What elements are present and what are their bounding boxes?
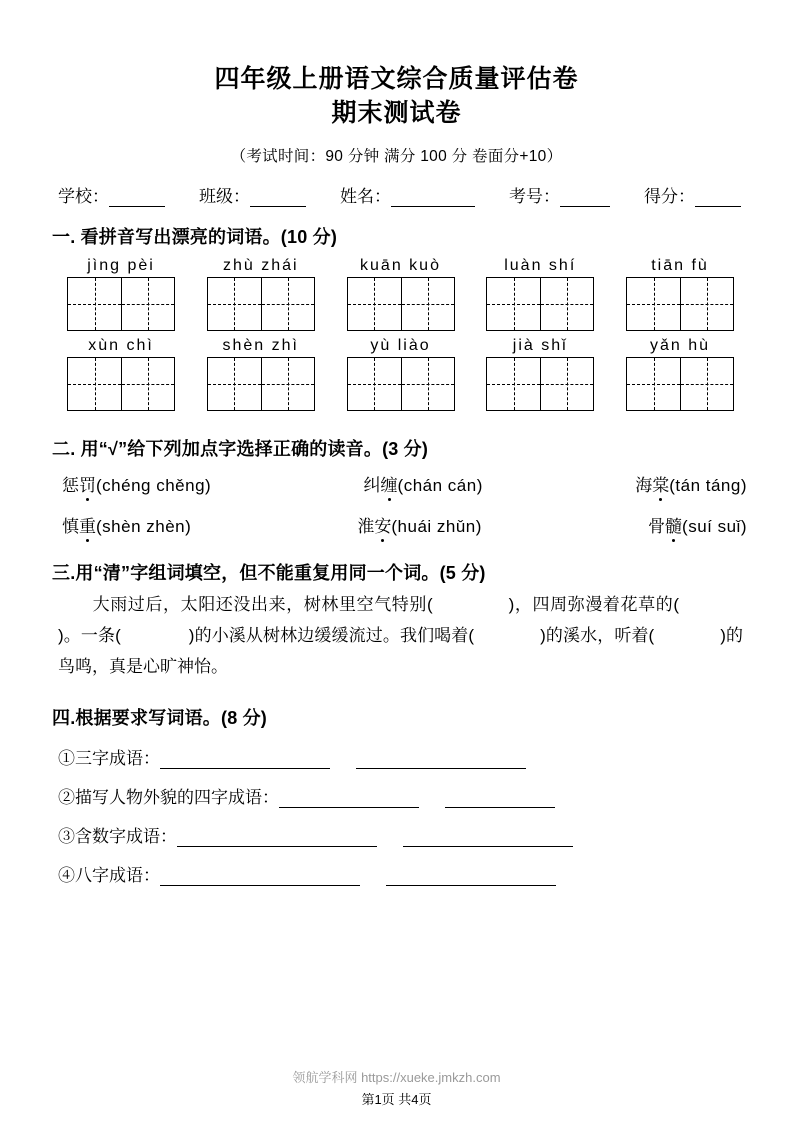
choose-options[interactable]: (suí suǐ) <box>682 517 747 536</box>
dotted-char: 重 <box>79 512 96 537</box>
watermark: 领航学科网 https://xueke.jmkzh.com <box>292 1070 501 1085</box>
req-label: ③含数字成语： <box>58 827 177 846</box>
req-label: ④八字成语： <box>58 866 160 885</box>
pinyin-label: shèn zhì <box>222 337 299 354</box>
tianzige-cell[interactable] <box>401 358 454 410</box>
pinyin-label: xùn chì <box>88 337 154 354</box>
page-title: 四年级上册语文综合质量评估卷 <box>214 65 579 93</box>
answer-blank[interactable] <box>445 791 555 808</box>
dotted-char: 罚 <box>79 471 96 496</box>
choose-item[interactable] <box>62 471 211 496</box>
tianzige-cell[interactable] <box>208 358 261 410</box>
tianzige-cell[interactable] <box>261 278 314 330</box>
pinyin-group <box>479 255 601 331</box>
dotted-char: 髓 <box>665 512 682 537</box>
tianzige-pair[interactable] <box>67 277 175 331</box>
choose-item[interactable] <box>635 471 747 496</box>
choose-word-prefix: 惩 <box>62 476 79 495</box>
choose-item[interactable] <box>364 471 483 496</box>
answer-blank[interactable] <box>403 830 573 847</box>
pinyin-group <box>340 255 462 331</box>
choose-options[interactable]: (shèn zhèn) <box>96 517 192 536</box>
pinyin-group <box>60 335 182 411</box>
student-id-row <box>0 182 793 207</box>
req-row <box>58 783 743 808</box>
tianzige-cell[interactable] <box>680 358 733 410</box>
para-part-5: )的溪水，听着( <box>540 626 655 645</box>
id-field-score: 得分： <box>644 182 741 207</box>
section-two-items <box>0 471 793 537</box>
page-subtitle: 期末测试卷 <box>331 99 462 127</box>
tianzige-cell[interactable] <box>68 278 121 330</box>
para-part-4: )的小溪从树林边缓缓流过。我们喝着( <box>188 626 475 645</box>
tianzige-pair[interactable] <box>207 277 315 331</box>
tianzige-cell[interactable] <box>261 358 314 410</box>
answer-blank[interactable] <box>356 752 526 769</box>
tianzige-cell[interactable] <box>348 358 401 410</box>
pinyin-label: zhù zhái <box>222 257 299 274</box>
choose-options[interactable]: (huái zhǔn) <box>391 517 482 536</box>
tianzige-cell[interactable] <box>121 278 174 330</box>
id-field-school: 学校： <box>58 182 165 207</box>
pinyin-group <box>479 335 601 411</box>
id-field-name: 姓名： <box>340 182 475 207</box>
score-blank[interactable] <box>695 191 741 207</box>
tianzige-pair[interactable] <box>207 357 315 411</box>
tianzige-pair[interactable] <box>486 357 594 411</box>
choose-word-prefix: 淮 <box>357 517 375 536</box>
pinyin-label: kuān kuò <box>360 257 441 274</box>
pinyin-group <box>200 335 322 411</box>
pinyin-label: jià shǐ <box>512 337 568 354</box>
dotted-char: 棠 <box>652 471 669 496</box>
para-part-6: )的鸟鸣，真是心旷神怡。 <box>58 626 744 676</box>
para-part-1: 大雨过后，太阳还没出来，树林里空气特别( <box>92 595 433 614</box>
tianzige-cell[interactable] <box>487 358 540 410</box>
choose-word-prefix: 纠 <box>363 476 381 495</box>
number-blank[interactable] <box>560 191 610 207</box>
pinyin-label: jìng pèi <box>87 257 155 274</box>
tianzige-cell[interactable] <box>68 358 121 410</box>
tianzige-cell[interactable] <box>121 358 174 410</box>
id-field-number: 考号： <box>509 182 610 207</box>
req-row <box>58 822 743 847</box>
para-part-3: )。一条( <box>58 626 121 645</box>
tianzige-pair[interactable] <box>347 277 455 331</box>
tianzige-cell[interactable] <box>208 278 261 330</box>
section-one-heading: 一. 看拼音写出漂亮的词语。(10 分) <box>52 227 338 247</box>
choose-row-2 <box>62 512 747 537</box>
choose-row-1 <box>62 471 747 496</box>
pinyin-label: tiān fù <box>651 257 709 274</box>
answer-blank[interactable] <box>160 752 330 769</box>
answer-blank[interactable] <box>279 791 419 808</box>
title-block <box>0 62 793 130</box>
pinyin-group <box>619 255 741 331</box>
pinyin-label: yù liào <box>370 337 431 354</box>
choose-item[interactable] <box>648 512 747 537</box>
section-four-heading: 四.根据要求写词语。(8 分) <box>52 708 267 728</box>
pinyin-row-1 <box>60 255 741 331</box>
answer-blank[interactable] <box>177 830 377 847</box>
tianzige-cell[interactable] <box>627 278 680 330</box>
pinyin-row-2 <box>60 335 741 411</box>
tianzige-cell[interactable] <box>627 358 680 410</box>
tianzige-pair[interactable] <box>626 277 734 331</box>
tianzige-pair[interactable] <box>626 357 734 411</box>
tianzige-pair[interactable] <box>347 357 455 411</box>
tianzige-cell[interactable] <box>680 278 733 330</box>
class-blank[interactable] <box>250 191 306 207</box>
req-row <box>58 861 743 886</box>
section-three-paragraph <box>0 589 793 682</box>
pinyin-label: luàn shí <box>504 257 577 274</box>
tianzige-cell[interactable] <box>540 278 593 330</box>
choose-options[interactable]: (chéng chěng) <box>96 476 212 495</box>
tianzige-pair[interactable] <box>67 357 175 411</box>
page-number: 第1页 共4页 <box>361 1092 432 1107</box>
pinyin-label: yǎn hù <box>649 337 711 354</box>
section-one-grids <box>0 255 793 411</box>
name-blank[interactable] <box>391 191 475 207</box>
req-label: ②描写人物外貌的四字成语： <box>58 788 279 807</box>
pinyin-group <box>60 255 182 331</box>
section-three-heading: 三.用“清”字组词填空，但不能重复用同一个词。(5 分) <box>52 563 486 583</box>
choose-options[interactable]: (chán cán) <box>397 476 483 495</box>
choose-item[interactable] <box>62 512 191 537</box>
section-four-items <box>0 744 793 886</box>
req-label: ①三字成语： <box>58 749 160 768</box>
dotted-char: 安 <box>374 512 391 537</box>
choose-item[interactable] <box>357 512 482 537</box>
pinyin-group <box>200 255 322 331</box>
tianzige-cell[interactable] <box>401 278 454 330</box>
pinyin-group <box>619 335 741 411</box>
tianzige-cell[interactable] <box>348 278 401 330</box>
choose-word-prefix: 慎 <box>62 517 79 536</box>
tianzige-cell[interactable] <box>487 278 540 330</box>
answer-blank[interactable] <box>160 869 360 886</box>
choose-word-prefix: 海 <box>635 476 653 495</box>
school-blank[interactable] <box>109 191 165 207</box>
choose-word-prefix: 骨 <box>648 517 666 536</box>
choose-options[interactable]: (tán táng) <box>669 476 747 495</box>
section-two-heading: 二. 用“√”给下列加点字选择正确的读音。(3 分) <box>52 439 429 459</box>
dotted-char: 缠 <box>381 471 398 496</box>
tianzige-pair[interactable] <box>486 277 594 331</box>
tianzige-cell[interactable] <box>540 358 593 410</box>
pinyin-group <box>340 335 462 411</box>
exam-info: （考试时间：90 分钟 满分 100 分 卷面分+10） <box>230 148 563 165</box>
answer-blank[interactable] <box>386 869 556 886</box>
id-field-class: 班级： <box>199 182 306 207</box>
req-row <box>58 744 743 769</box>
para-part-2: )，四周弥漫着花草的( <box>508 595 679 614</box>
